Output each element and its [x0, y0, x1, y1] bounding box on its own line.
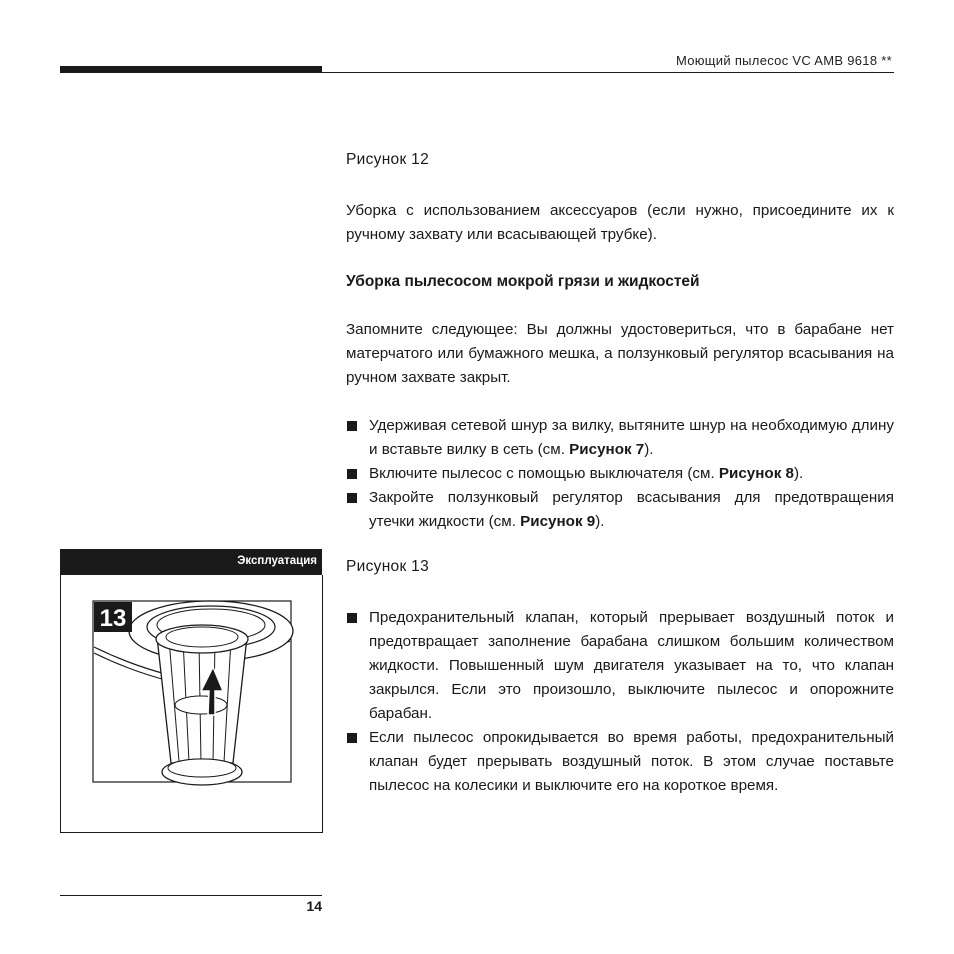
list-item	[346, 462, 894, 486]
header-rule-thick	[60, 66, 322, 73]
list-item	[346, 486, 894, 534]
float-ball	[175, 696, 227, 714]
list-item	[346, 606, 894, 726]
cage-collar-inner	[166, 627, 238, 647]
list-item-text: Удерживая сетевой шнур за вилку, вытяните шнур на необходимую длину и вставьте вилку в сеть (см.	[369, 417, 894, 458]
list-item-text: Предохранительный клапан, который прерывает воздушный поток и предотвращает заполнение барабана слишком большим количеством жидкости. Повышенный шум двигателя указывает на то, что клапан закрылся. Если это произошло, выключите пылесос и опорожните барабан.	[369, 609, 894, 722]
figure-number: 13	[99, 605, 127, 632]
figure-reference: Рисунок 9	[520, 513, 596, 530]
cage-bottom-rim-inner	[168, 759, 236, 777]
list-item-end: ).	[595, 513, 605, 530]
figure-reference: Рисунок 7	[569, 441, 645, 458]
header-rule-thin	[322, 72, 894, 73]
bullet-square-icon	[347, 613, 357, 623]
section-tab	[60, 549, 322, 575]
list-item	[346, 726, 894, 798]
list-item	[346, 414, 894, 462]
bullet-list-2	[346, 606, 894, 798]
bullet-square-icon	[347, 421, 357, 431]
bullet-square-icon	[347, 469, 357, 479]
section-tab-label: Эксплуатация	[237, 555, 317, 567]
float-valve-illustration	[61, 575, 322, 832]
paragraph-accessories: Уборка с использованием аксессуаров (если нужно, присоедините их к ручному захвату или всасывающей трубке).	[346, 202, 894, 243]
paragraph-remember: Запомните следующее: Вы должны удостовериться, что в барабане нет матерчатого или бумажного мешка, а ползунковый регулятор всасывания на ручном захвате закрыт.	[346, 321, 894, 386]
list-item-text: Если пылесос опрокидывается во время работы, предохранительный клапан будет прерывать воздушный поток. В этом случае поставьте пылесос на колесики и выключите его на короткое время.	[369, 729, 894, 794]
list-item-end: ).	[793, 465, 804, 482]
figure-12-caption: Рисунок 12	[346, 151, 430, 168]
footer-rule	[60, 895, 322, 896]
figure-13-caption: Рисунок 13	[346, 558, 430, 575]
bullet-list-1	[346, 414, 894, 534]
page-number: 14	[306, 898, 322, 914]
figure-reference: Рисунок 8	[718, 465, 794, 482]
bullet-square-icon	[347, 733, 357, 743]
list-item-text: Закройте ползунковый регулятор всасывания для предотвращения утечки жидкости (см.	[369, 489, 894, 530]
section-heading: Уборка пылесосом мокрой грязи и жидкостей	[346, 273, 700, 290]
bullet-square-icon	[347, 493, 357, 503]
figure-13-illustration	[60, 575, 323, 833]
list-item-end: ).	[644, 441, 654, 458]
list-item-text: Включите пылесос с помощью выключателя (см.	[369, 465, 719, 482]
header-title: Моющий пылесос VC AMB 9618 **	[675, 53, 892, 68]
